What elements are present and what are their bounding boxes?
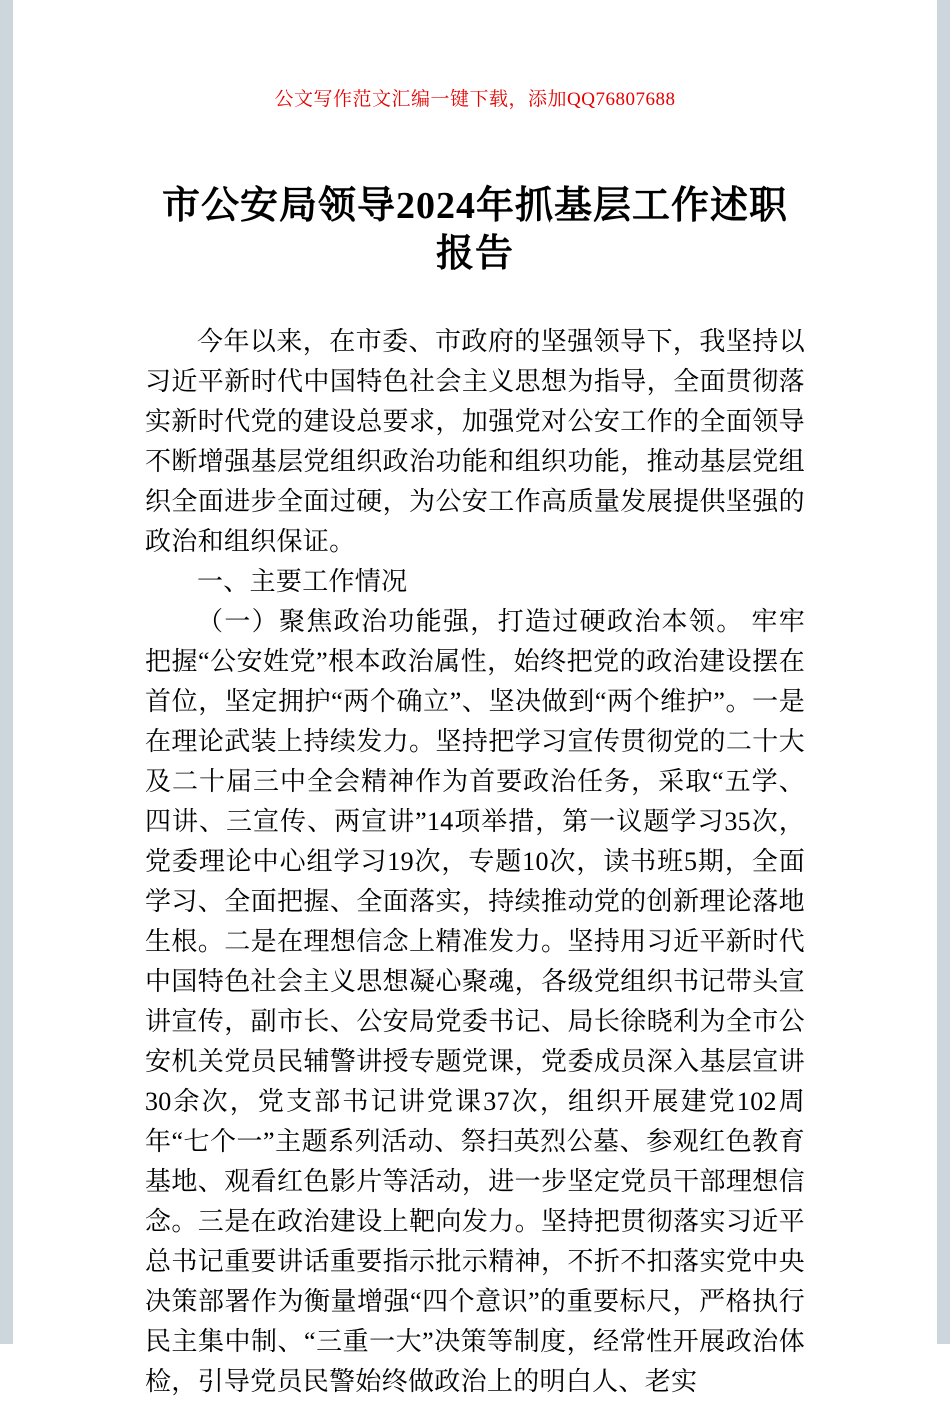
section-heading: 一、主要工作情况 — [197, 567, 408, 596]
left-edge-strip — [0, 0, 13, 1344]
promo-banner-text: 公文写作范文汇编一键下载，添加QQ76807688 — [274, 89, 676, 110]
document-body — [145, 322, 805, 1402]
document-page — [145, 0, 805, 1402]
right-edge-strip — [937, 0, 950, 1344]
document-title: 市公安局领导2024年抓基层工作述职报告 — [161, 185, 788, 275]
body-paragraph: 今年以来，在市委、市政府的坚强领导下，我坚持以习近平新时代中国特色社会主义思想为指导，全面贯彻落实新时代党的建设总要求，加强党对公安工作的全面领导不断增强基层党组织政治功能和组织功能，推动基层党组织全面进步全面过硬，为公安工作高质量发展提供坚强的政治和组织保证。 — [145, 327, 805, 556]
body-paragraph: （一）聚焦政治功能强，打造过硬政治本领。 牢牢把握“公安姓党”根本政治属性，始终把党的政治建设摆在首位，坚定拥护“两个确立”、坚决做到“两个维护”。一是在理论武装上持续发力。坚持把学习宣传贯彻党的二十大及二十届三中全会精神作为首要政治任务，采取“五学、四讲、三宣传、两宣讲”14项举措，第一议题学习35次，党委理论中心组学习19次，专题10次，读书班5期，全面学习、全面把握、全面落实，持续推动党的创新理论落地生根。二是在理想信念上精准发力。坚持用习近平新时代中国特色社会主义思想凝心聚魂，各级党组织书记带头宣讲宣传，副市长、公安局党委书记、局长徐晓利为全市公安机关党员民辅警讲授专题党课，党委成员深入基层宣讲30余次，党支部书记讲党课37次，组织开展建党102周年“七个一”主题系列活动、祭扫英烈公墓、参观红色教育基地、观看红色影片等活动，进一步坚定党员干部理想信念。三是在政治建设上靶向发力。坚持把贯彻落实习近平总书记重要讲话重要指示批示精神，不折不扣落实党中央决策部署作为衡量增强“四个意识”的重要标尺，严格执行民主集中制、“三重一大”决策等制度，经常性开展政治体检，引导党员民警始终做政治上的明白人、老实 — [145, 607, 805, 1396]
